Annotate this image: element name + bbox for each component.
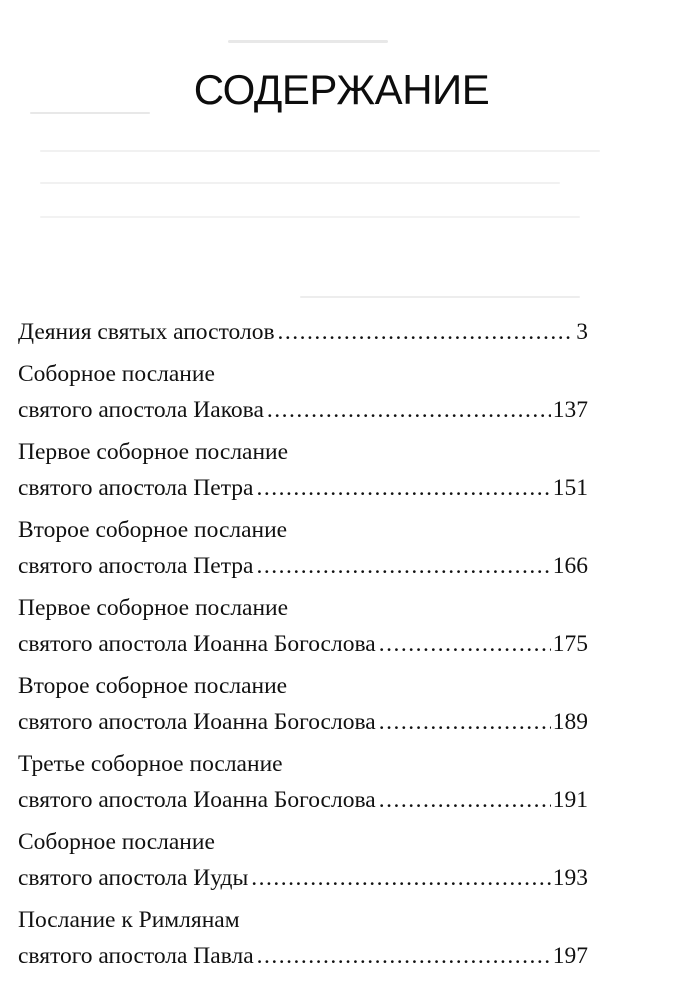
toc-page-number: 193 (552, 865, 588, 891)
dot-leader (379, 782, 551, 818)
dot-leader (256, 470, 550, 506)
toc-entry-title-last-line: святого апостола Петра (18, 553, 254, 579)
toc-page-number: 197 (552, 943, 588, 969)
toc-entry-leader-line (18, 626, 588, 662)
toc-entry[interactable] (18, 356, 588, 428)
table-of-contents (18, 314, 588, 974)
toc-entry-title-last-line: святого апостола Иоанна Богослова (18, 787, 376, 813)
scan-artifact (40, 216, 580, 218)
toc-entry-leader-line (18, 314, 588, 350)
toc-entry[interactable] (18, 668, 588, 740)
toc-entry-title-line: Третье соборное послание (18, 751, 283, 777)
dot-leader (379, 626, 551, 662)
toc-entry[interactable] (18, 902, 588, 974)
toc-page-number: 151 (552, 475, 588, 501)
toc-entry-title-line: Второе соборное послание (18, 673, 288, 699)
toc-page-number: 166 (552, 553, 588, 579)
toc-page-number: 191 (552, 787, 588, 813)
toc-entry[interactable] (18, 434, 588, 506)
toc-entry-title-last-line: святого апостола Иуды (18, 865, 249, 891)
toc-entry-title-last-line: святого апостола Иоанна Богослова (18, 631, 376, 657)
page-title: СОДЕРЖАНИЕ (193, 66, 490, 113)
dot-leader (256, 548, 550, 584)
toc-entry-title-last-line: Деяния святых апостолов (18, 319, 275, 345)
dot-leader (267, 392, 551, 428)
toc-page-number: 3 (576, 319, 588, 345)
toc-page-number: 175 (552, 631, 588, 657)
scan-artifact (40, 150, 600, 152)
toc-entry-title-line: Второе соборное послание (18, 517, 288, 543)
toc-entry-leader-line (18, 392, 588, 428)
toc-entry-title-line: Первое соборное послание (18, 439, 289, 465)
toc-page-number: 137 (552, 397, 588, 423)
toc-entry-leader-line (18, 938, 588, 974)
toc-entry-title-last-line: святого апостола Иоанна Богослова (18, 709, 376, 735)
dot-leader (257, 938, 551, 974)
scan-artifact (300, 296, 580, 298)
toc-entry-leader-line (18, 782, 588, 818)
toc-entry-title-last-line: святого апостола Иакова (18, 397, 264, 423)
toc-entry-title-last-line: святого апостола Петра (18, 475, 254, 501)
toc-entry[interactable] (18, 746, 588, 818)
toc-entry-leader-line (18, 704, 588, 740)
toc-entry[interactable] (18, 512, 588, 584)
toc-entry-leader-line (18, 470, 588, 506)
toc-entry-title-line: Соборное послание (18, 829, 215, 855)
toc-entry-leader-line (18, 860, 588, 896)
toc-entry[interactable] (18, 590, 588, 662)
toc-entry-leader-line (18, 548, 588, 584)
toc-entry-title-line: Послание к Римлянам (18, 907, 240, 933)
dot-leader (251, 860, 550, 896)
toc-page-number: 189 (552, 709, 588, 735)
toc-entry[interactable] (18, 314, 588, 350)
toc-entry-title-line: Соборное послание (18, 361, 215, 387)
scan-artifact (228, 40, 388, 43)
dot-leader (379, 704, 551, 740)
toc-entry-title-last-line: святого апостола Павла (18, 943, 254, 969)
toc-entry[interactable] (18, 824, 588, 896)
dot-leader (278, 314, 575, 350)
toc-entry-title-line: Первое соборное послание (18, 595, 289, 621)
scan-artifact (40, 182, 560, 184)
